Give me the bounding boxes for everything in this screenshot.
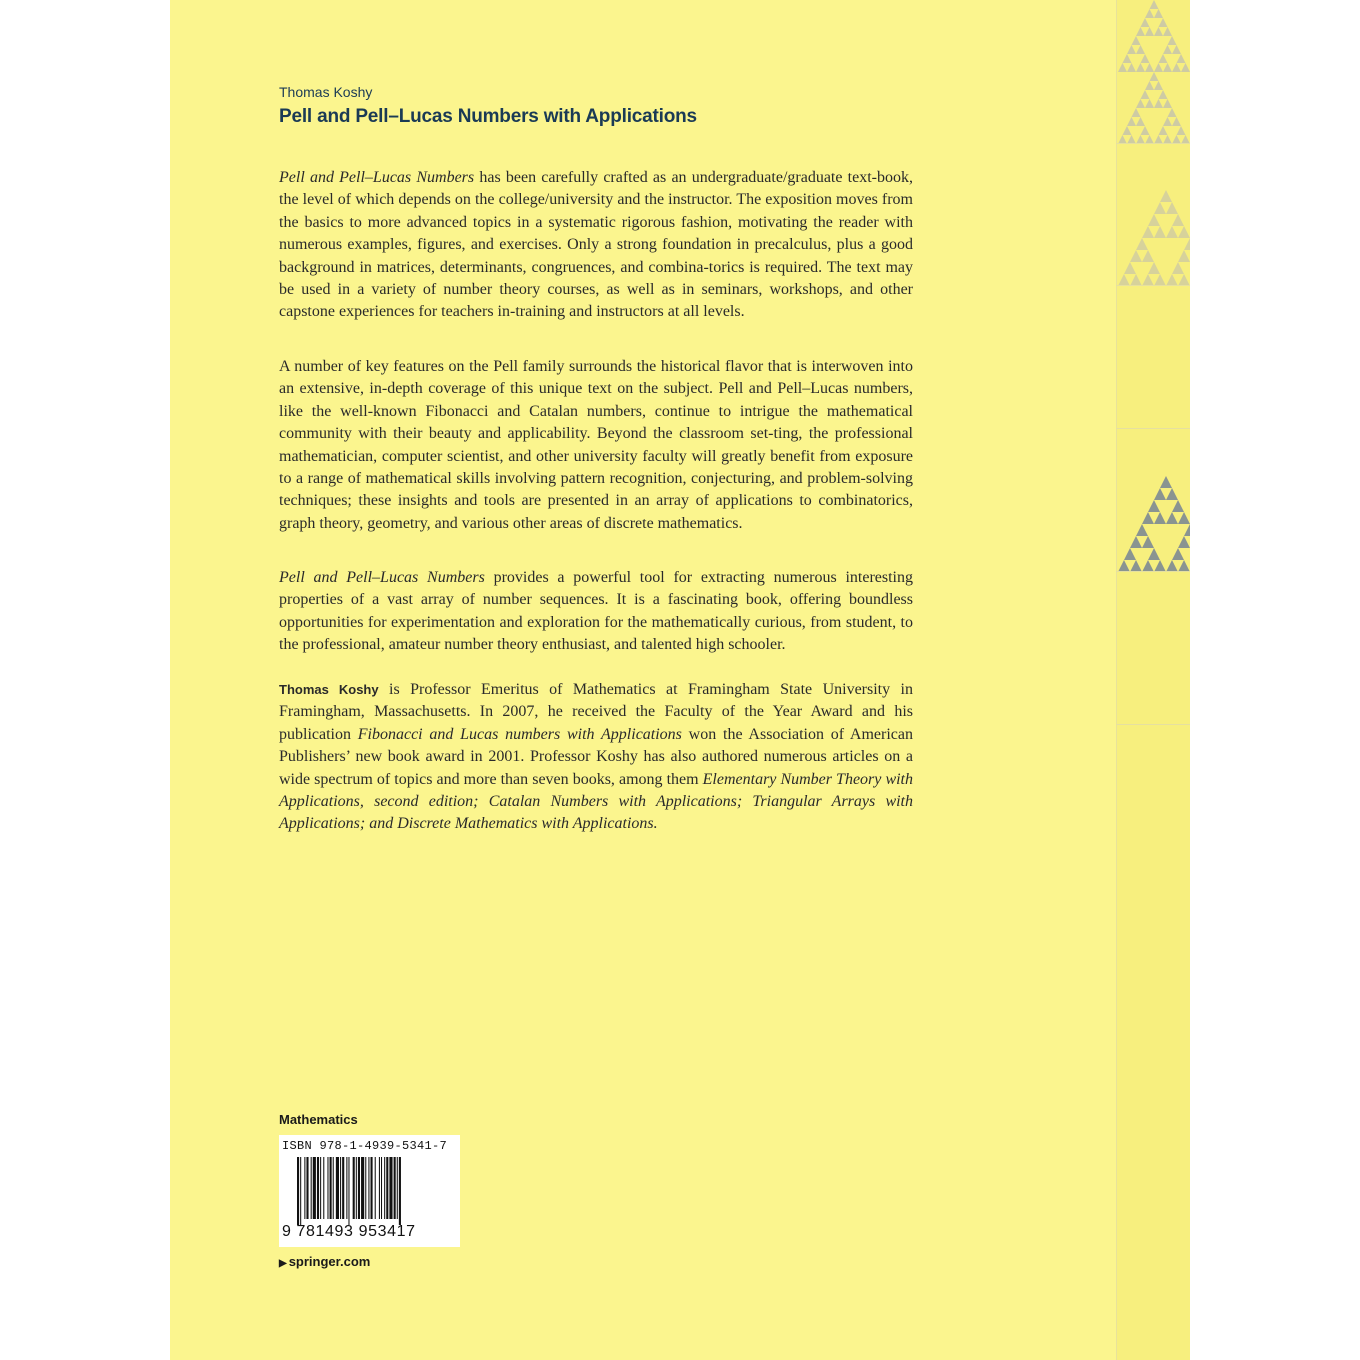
pattern-triangle <box>1172 262 1184 274</box>
pattern-triangle <box>1172 117 1181 126</box>
barcode-bar <box>348 1157 349 1225</box>
bio-author-name: Thomas Koshy <box>279 682 379 697</box>
pattern-triangle <box>1150 0 1159 9</box>
pattern-triangle <box>1154 488 1166 500</box>
pattern-triangle <box>1166 226 1178 238</box>
description-paragraph-1 <box>279 167 913 324</box>
pattern-triangle <box>1178 512 1190 524</box>
barcode-bar <box>311 1157 312 1219</box>
pattern-triangle <box>1166 488 1178 500</box>
author-bio <box>279 679 913 836</box>
pattern-triangle <box>1172 548 1184 560</box>
spine-divider <box>1116 724 1190 725</box>
pattern-triangle <box>1141 90 1150 99</box>
barcode-bar <box>333 1157 334 1219</box>
barcode-bar <box>375 1157 376 1219</box>
pattern-triangle <box>1145 99 1154 108</box>
pattern-triangle <box>1141 126 1150 135</box>
barcode-bar <box>399 1157 401 1225</box>
pattern-triangle <box>1124 262 1136 274</box>
barcode-bar <box>394 1157 396 1219</box>
pattern-triangle <box>1154 9 1163 18</box>
pattern-triangle <box>1136 63 1145 72</box>
pattern-triangle <box>1123 126 1132 135</box>
pattern-triangle <box>1168 36 1177 45</box>
pattern-triangle <box>1136 238 1148 250</box>
pattern-triangle <box>1168 108 1177 117</box>
arrow-right-icon: ▶ <box>279 1258 287 1269</box>
author-name: Thomas Koshy <box>279 84 373 100</box>
pattern-triangle <box>1142 250 1154 262</box>
description-paragraph-2: A number of key features on the Pell family surrounds the historical flavor that is interwoven into an extensive, in-depth coverage of this unique text on the subject. Pell and Pell–Lucas numbers, like the well-known Fibonacci and Catalan numbers, continue to intrigue the mathematical community with their beauty and applicability. Beyond the classroom set-ting, the professional mathematician, computer scientist, and other university faculty will greatly benefit from exposure to a range of mathematical skills involving pattern recognition, conjecturing, and problem-solving techniques; these insights and tools are presented in an array of applications to combinatorics, graph theory, geometry, and various other areas of discrete mathematics. <box>279 358 913 532</box>
bio-book-title: Fibonacci and Lucas numbers with Applications <box>357 725 682 743</box>
barcode-bar <box>297 1157 299 1225</box>
pattern-triangle <box>1145 81 1154 90</box>
book-title: Pell and Pell–Lucas Numbers with Applications <box>279 106 697 127</box>
barcode-bar <box>356 1157 357 1219</box>
barcode-bar <box>340 1157 341 1219</box>
pattern-triangle <box>1142 512 1154 524</box>
pattern-triangle <box>1154 202 1166 214</box>
barcode-bar <box>346 1157 347 1219</box>
barcode-bar <box>361 1157 364 1219</box>
pattern-triangle <box>1130 250 1142 262</box>
barcode-bar <box>397 1157 398 1219</box>
pattern-triangle <box>1127 63 1136 72</box>
pattern-triangle <box>1163 27 1172 36</box>
pattern-triangle <box>1163 117 1172 126</box>
pattern-triangle <box>1160 476 1172 488</box>
pattern-triangle <box>1136 99 1145 108</box>
pattern-triangle <box>1123 54 1132 63</box>
pattern-triangle <box>1159 90 1168 99</box>
pattern-triangle <box>1172 45 1181 54</box>
pattern-triangle <box>1118 63 1127 72</box>
pattern-triangle <box>1148 262 1160 274</box>
website-text: springer.com <box>288 1254 371 1269</box>
pattern-triangle <box>1172 63 1181 72</box>
pattern-triangle <box>1132 36 1141 45</box>
pattern-triangle <box>1148 214 1160 226</box>
pattern-triangle <box>1145 27 1154 36</box>
subject-category: Mathematics <box>279 1112 358 1127</box>
pattern-triangle <box>1127 45 1136 54</box>
description-paragraph-3 <box>279 567 913 657</box>
isbn-barcode <box>279 1135 460 1247</box>
pattern-triangle <box>1154 99 1163 108</box>
sierpinski-triangle-pattern <box>1116 0 1190 1360</box>
book-title-italic: Pell and Pell–Lucas Numbers <box>279 169 475 186</box>
barcode-bar <box>313 1157 316 1219</box>
pattern-triangle <box>1136 27 1145 36</box>
barcode-bar <box>379 1157 380 1219</box>
pattern-triangle <box>1141 18 1150 27</box>
pattern-triangle <box>1172 500 1184 512</box>
pattern-triangle <box>1145 63 1154 72</box>
bio-text: is Professor Emeritus of Mathematics at Framingham State University in Framingham, Massachusetts. In 2007, he received the Faculty of the Year Award and his publication <box>279 681 913 743</box>
pattern-triangle <box>1124 548 1136 560</box>
pattern-triangle <box>1142 226 1154 238</box>
spine-divider <box>1116 428 1190 429</box>
barcode-bar <box>384 1157 385 1219</box>
pattern-triangle <box>1177 54 1186 63</box>
pattern-triangle <box>1127 117 1136 126</box>
spine-divider <box>1116 143 1190 144</box>
pattern-triangle <box>1159 54 1168 63</box>
pattern-triangle <box>1184 238 1190 250</box>
pattern-triangle <box>1132 108 1141 117</box>
barcode-bar <box>358 1157 360 1219</box>
pattern-triangle <box>1136 524 1148 536</box>
paragraph-text: provides a powerful tool for extracting numerous interesting properties of a vast array of number sequences. It is a fascinating book, offering boundless opportunities for experimentation and exploration for the mathematically curious, from student, to the professional, amateur number theory enthusiast, and talented high schooler. <box>279 569 913 654</box>
bio-book-list: Elementary Number Theory with Applications, second edition; Catalan Numbers with Applications; Triangular Arrays with Applications; and Discrete Mathematics with Applications. <box>279 770 914 833</box>
pattern-triangle <box>1136 45 1145 54</box>
pattern-triangle <box>1130 536 1142 548</box>
barcode-bar <box>300 1157 301 1225</box>
pattern-triangle <box>1154 81 1163 90</box>
pattern-triangle <box>1163 45 1172 54</box>
publisher-website <box>279 1254 370 1269</box>
barcode-bar <box>320 1157 321 1219</box>
pattern-triangle <box>1159 126 1168 135</box>
pattern-triangle <box>1184 524 1190 536</box>
spine-divider <box>1116 571 1190 572</box>
paragraph-text: has been carefully crafted as an undergraduate/graduate text-book, the level of which depends on the college/university and the instructor. The exposition moves from the basics to more advanced topics in a systematic rigorous fashion, motivating the reader with numerous examples, figures, and exercises. Only a strong foundation in precalculus, plus a good background in matrices, determinants, congruences, and combina-torics is required. The text may be used in a variety of number theory courses, as well as in seminars, workshops, and other capstone experiences for teachers in-training and instructors at all levels. <box>279 169 914 321</box>
pattern-triangle <box>1163 63 1172 72</box>
barcode-bar <box>317 1157 319 1219</box>
pattern-triangle <box>1172 214 1184 226</box>
spine-divider <box>1116 285 1190 286</box>
barcode-bar <box>330 1157 332 1219</box>
book-title-italic: Pell and Pell–Lucas Numbers <box>279 569 485 586</box>
barcode-bar <box>327 1157 328 1219</box>
pattern-triangle <box>1154 63 1163 72</box>
pattern-triangle <box>1181 63 1190 72</box>
pattern-triangle <box>1177 126 1186 135</box>
pattern-triangle <box>1141 54 1150 63</box>
pattern-triangle <box>1145 9 1154 18</box>
pattern-triangle <box>1142 536 1154 548</box>
pattern-triangle <box>1178 250 1190 262</box>
bio-text: won the Association of American Publishers’ new book award in 2001. Professor Koshy has also authored numerous articles on a wide spectrum of topics and more than seven books, among them <box>279 725 914 788</box>
barcode-digits: 9 781493 953417 <box>282 1223 416 1240</box>
barcode-bar <box>389 1157 392 1219</box>
barcode-bar <box>381 1157 382 1219</box>
pattern-triangle <box>1148 548 1160 560</box>
barcode-bars <box>279 1155 460 1225</box>
pattern-triangle <box>1166 512 1178 524</box>
barcode-bar <box>342 1157 344 1219</box>
barcode-bar <box>353 1157 355 1219</box>
pattern-triangle <box>1159 18 1168 27</box>
barcode-bar <box>386 1157 388 1219</box>
barcode-bar <box>323 1157 324 1219</box>
pattern-triangle <box>1150 72 1159 81</box>
pattern-triangle <box>1136 117 1145 126</box>
barcode-bar <box>306 1157 308 1219</box>
pattern-triangle <box>1154 226 1166 238</box>
barcode-bar <box>368 1157 369 1219</box>
pattern-triangle <box>1160 190 1172 202</box>
isbn-number: ISBN 978-1-4939-5341-7 <box>282 1139 448 1153</box>
barcode-bar <box>336 1157 339 1219</box>
barcode-bar <box>304 1157 305 1219</box>
pattern-triangle <box>1166 202 1178 214</box>
pattern-triangle <box>1154 27 1163 36</box>
pattern-triangle <box>1154 512 1166 524</box>
pattern-triangle <box>1163 99 1172 108</box>
pattern-triangle <box>1148 500 1160 512</box>
pattern-triangle <box>1178 536 1190 548</box>
pattern-triangle <box>1178 226 1190 238</box>
barcode-bar <box>365 1157 366 1219</box>
spine-pattern <box>1116 0 1190 1360</box>
barcode-bar <box>371 1157 373 1219</box>
